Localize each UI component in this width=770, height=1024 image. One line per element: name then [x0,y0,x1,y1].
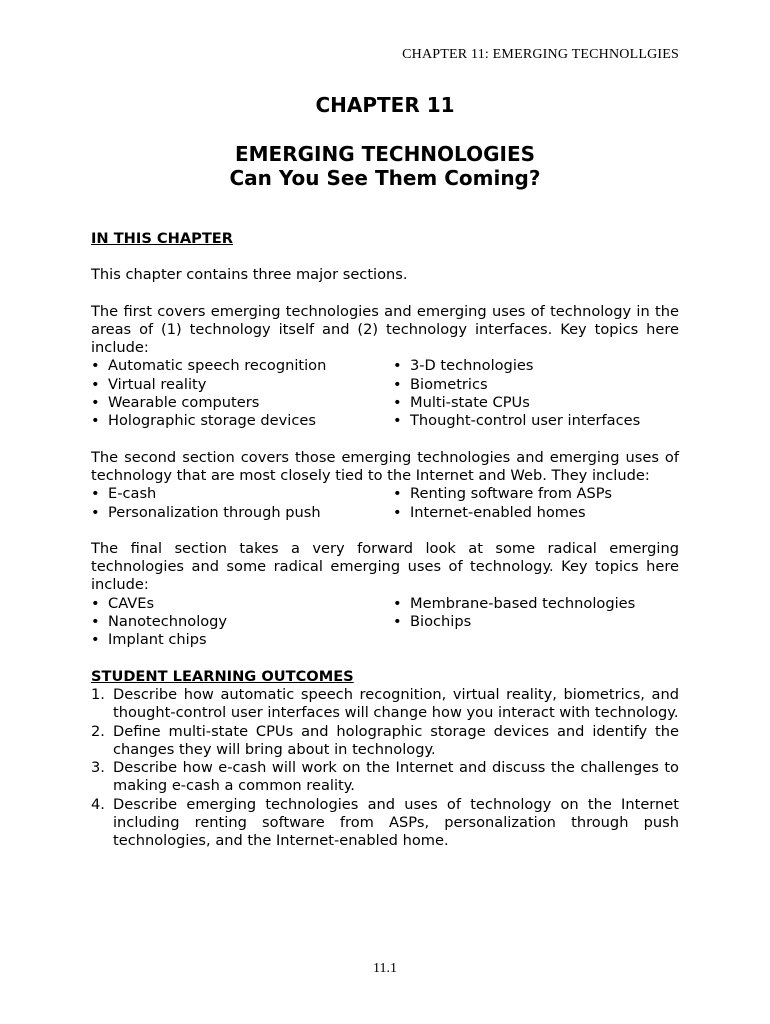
bullet-icon: • [393,412,402,430]
bullet-icon: • [393,485,402,503]
outcome-text: Describe how e-cash will work on the Internet and discuss the challenges to making e-cash a common reality. [113,759,679,795]
bullet-item [393,504,679,522]
bullet-icon: • [91,412,100,430]
chapter-body [91,230,679,851]
bullet-icon: • [91,503,100,521]
bullet-item [91,485,393,503]
outcome-number: 4. [91,795,105,813]
bullet-text: Biometrics [410,375,488,393]
bullet-text: Multi-state CPUs [410,394,530,412]
page-number: 11.1 [373,961,397,976]
bullet-text: CAVEs [108,594,155,612]
bullet-icon: • [91,375,100,393]
bullet-text: Virtual reality [108,375,207,393]
bullet-icon: • [393,394,402,412]
bullet-icon: • [91,594,100,612]
bullet-text: Renting software from ASPs [410,485,612,503]
bullet-text: Membrane-based technologies [410,594,636,612]
bullet-text: Wearable computers [108,394,260,412]
learning-outcomes-list [91,686,679,851]
section3-paragraph: The final section takes a very forward look at some radical emerging technologies and some radical emerging uses of technology. Key topics here include: [91,539,679,594]
bullet-item [91,376,393,394]
bullet-text: Internet-enabled homes [410,503,586,521]
bullet-item [393,412,679,430]
outcome-item [91,723,679,760]
outcome-item [91,759,679,796]
bullet-icon: • [393,613,402,631]
chapter-number: CHAPTER 11 [315,93,455,117]
bullet-text: Automatic speech recognition [108,357,327,375]
bullet-item [91,595,393,613]
bullet-empty-cell [393,631,679,649]
bullet-text: E-cash [108,485,157,503]
bullet-icon: • [393,375,402,393]
bullet-item [393,376,679,394]
outcome-text: Define multi-state CPUs and holographic storage devices and identify the changes they will bring about in technology. [113,722,679,758]
section3-bullets [91,595,679,650]
outcome-item [91,686,679,723]
outcome-item [91,796,679,851]
bullet-icon: • [91,394,100,412]
bullet-icon: • [91,485,100,503]
bullet-text: Thought-control user interfaces [410,412,641,430]
chapter-subtitle: Can You See Them Coming? [229,166,541,190]
bullet-item [393,394,679,412]
outcome-text: Describe how automatic speech recognition, virtual reality, biometrics, and thought-control user interfaces will change how you interact with technology. [113,685,679,722]
learning-outcomes-heading: STUDENT LEARNING OUTCOMES [91,667,354,685]
bullet-item [91,613,393,631]
bullet-item [91,412,393,430]
bullet-icon: • [393,503,402,521]
bullet-item [393,357,679,375]
bullet-icon: • [91,613,100,631]
chapter-title: EMERGING TECHNOLOGIES [234,142,536,166]
bullet-text: 3-D technologies [410,357,534,375]
bullet-item [91,504,393,522]
bullet-text: Biochips [410,613,472,631]
intro-paragraph: This chapter contains three major sections. [91,266,408,284]
running-header: CHAPTER 11: EMERGING TECHNOLLGIES [402,47,679,62]
bullet-text: Holographic storage devices [108,412,316,430]
bullet-item [91,631,393,649]
bullet-icon: • [91,631,100,649]
bullet-text: Personalization through push [108,503,321,521]
section2-bullets [91,485,679,522]
in-this-chapter-heading: IN THIS CHAPTER [91,230,233,247]
bullet-item [393,595,679,613]
bullet-item [91,357,393,375]
section1-bullets [91,357,679,430]
bullet-icon: • [393,357,402,375]
bullet-item [91,394,393,412]
outcome-number: 3. [91,759,105,777]
section2-paragraph: The second section covers those emerging technologies and emerging uses of technology that are most closely tied to the Internet and Web. They include: [91,448,679,484]
outcome-number: 1. [91,685,105,703]
bullet-text: Nanotechnology [108,613,228,631]
bullet-item [393,485,679,503]
outcome-text: Describe emerging technologies and uses of technology on the Internet including renting software from ASPs, personalization through push technologies, and the Internet-enabled home. [113,795,679,850]
bullet-icon: • [393,594,402,612]
bullet-item [393,613,679,631]
outcome-number: 2. [91,722,105,740]
bullet-text: Implant chips [108,631,207,649]
bullet-icon: • [91,357,100,375]
section1-paragraph: The first covers emerging technologies and emerging uses of technology in the areas of (1) technology itself and (2) technology interfaces. Key topics here include: [91,302,679,357]
